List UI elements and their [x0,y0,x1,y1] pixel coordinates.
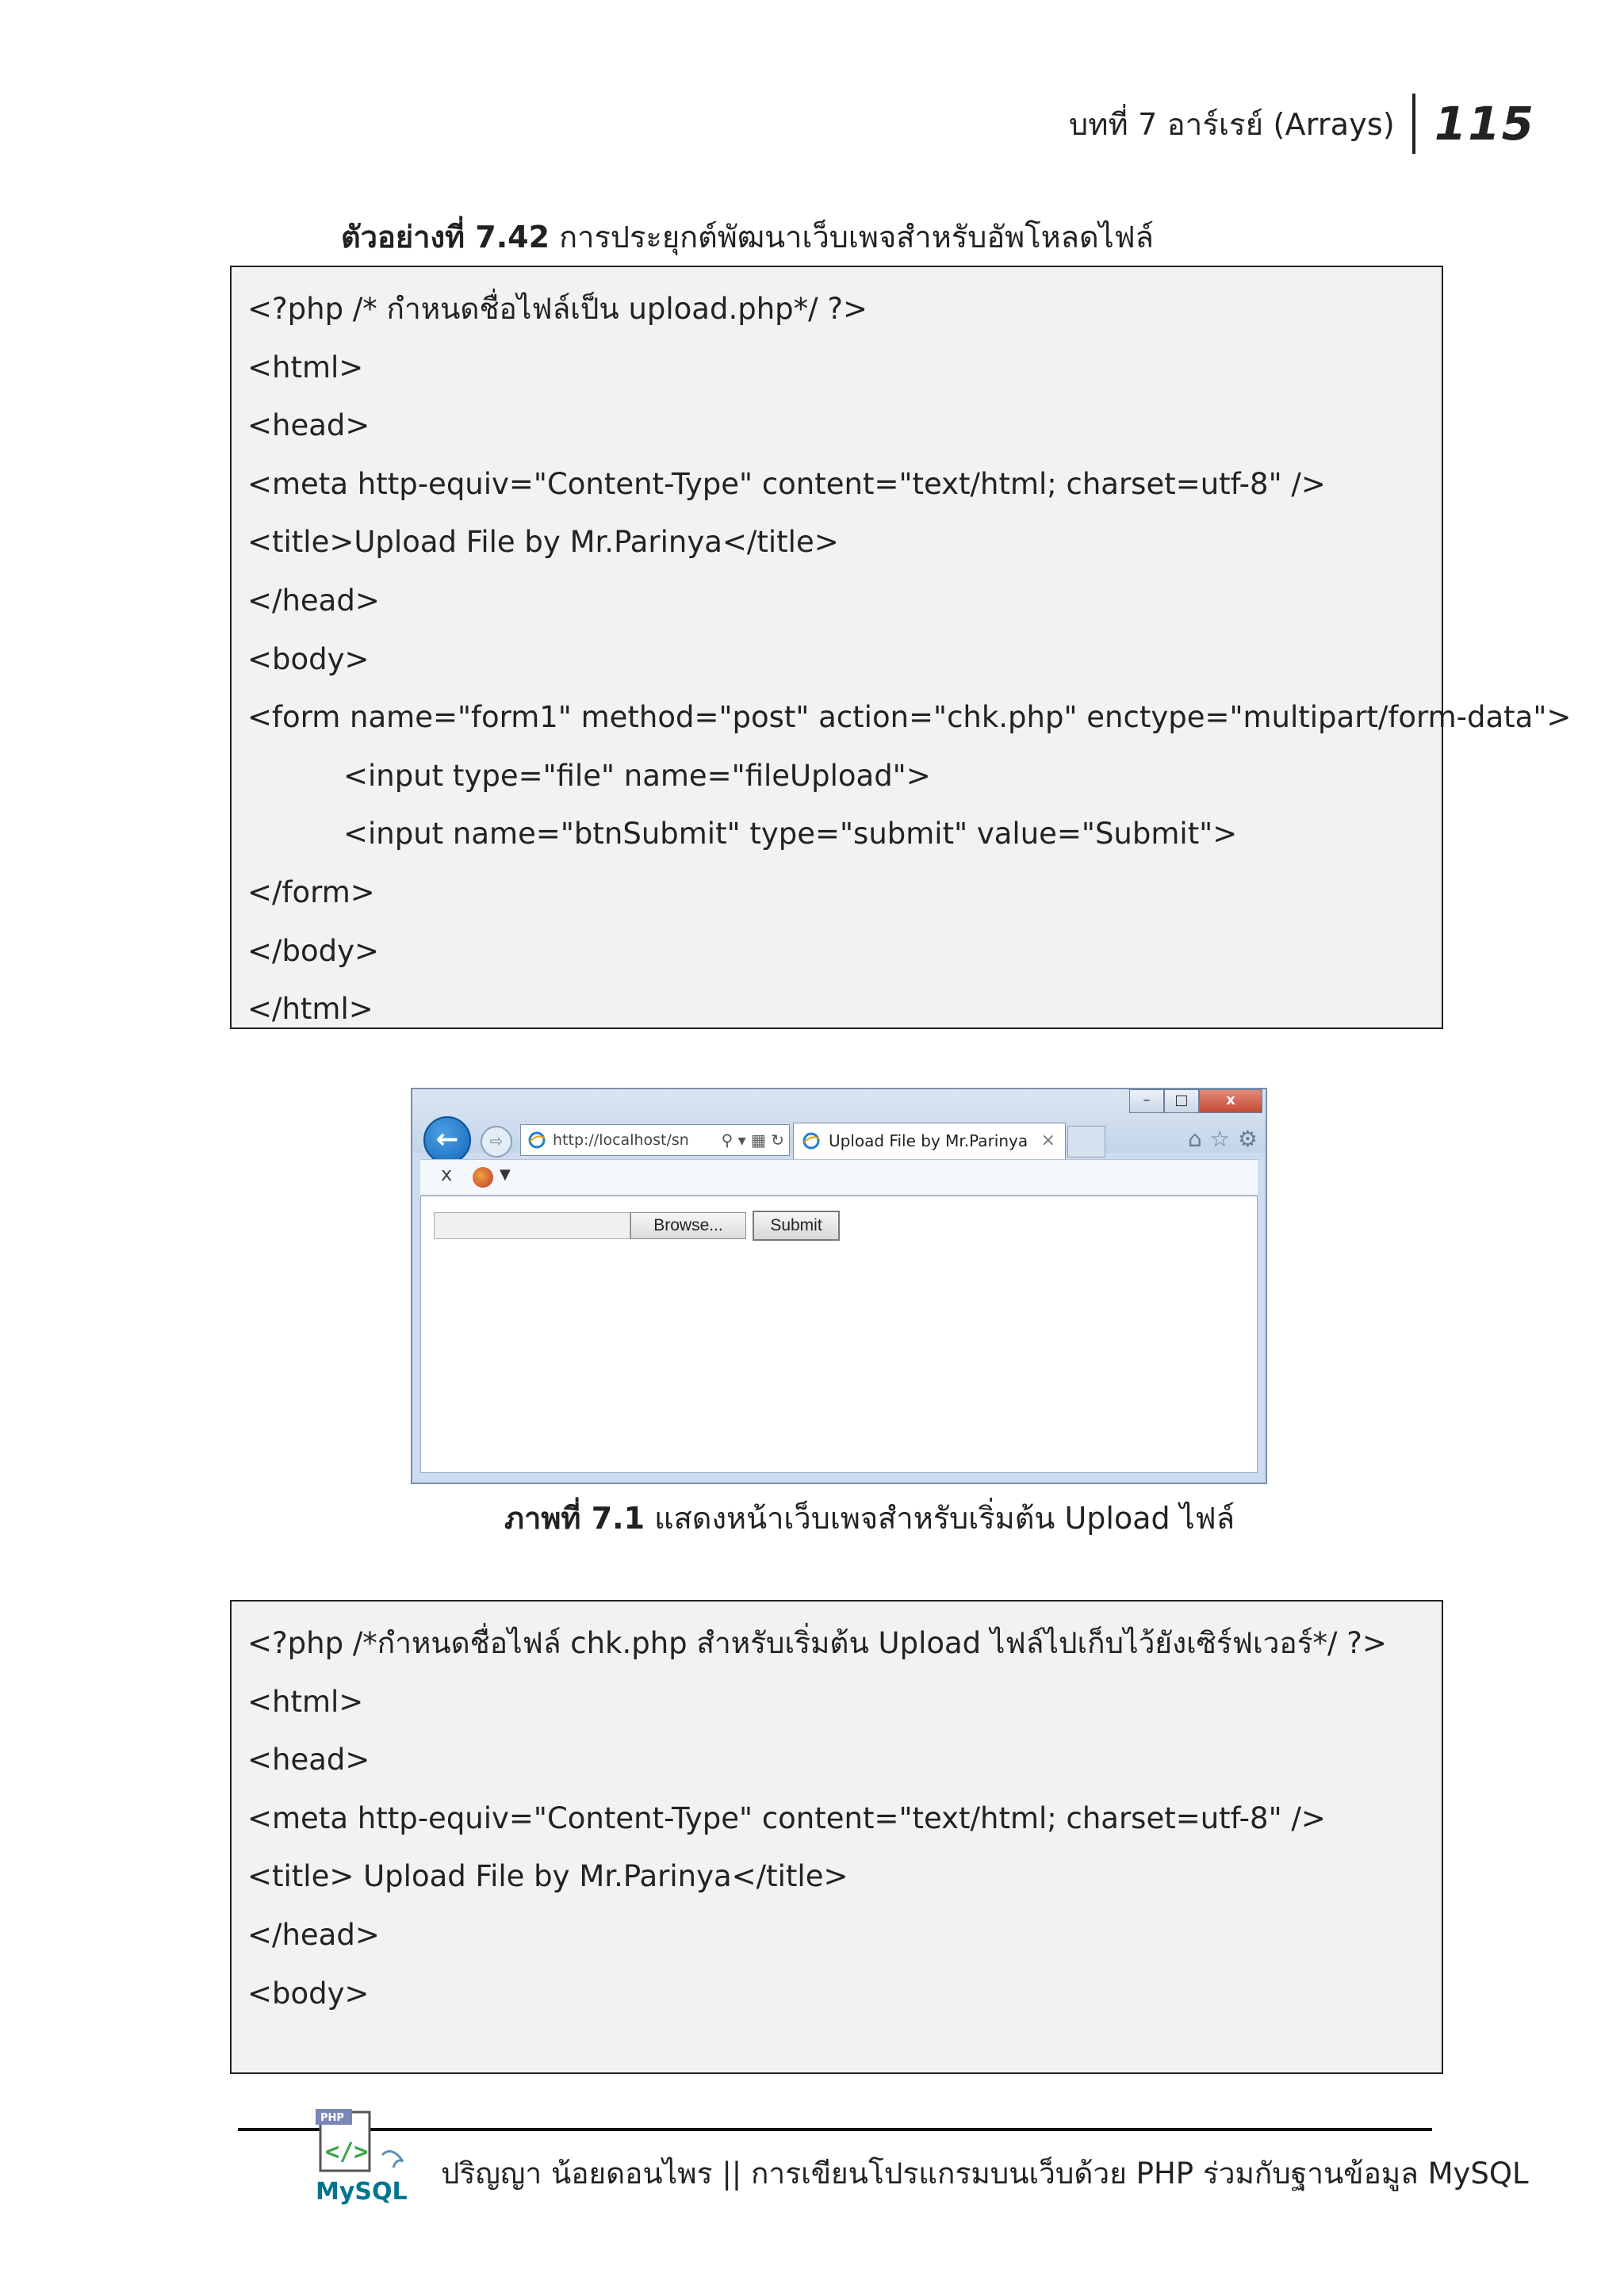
maximize-button[interactable]: □ [1164,1089,1199,1113]
code-line: </head> [247,583,380,618]
browser-window [411,1088,1267,1484]
minimize-button[interactable]: – [1129,1089,1164,1113]
code-line: <input name="btnSubmit" type="submit" value="Submit"> [343,817,1238,851]
favorites-star-icon[interactable]: ☆ [1209,1126,1230,1152]
code-line: <?php /*กำหนดชื่อไฟล์ chk.php สำหรับเริ่มต้น Upload ไฟล์ไปเก็บไว้ยังเซิร์ฟเวอร์*/ ?> [247,1626,1387,1660]
code-line: <meta http-equiv="Content-Type" content="text/html; charset=utf-8" /> [247,1800,1326,1835]
browser-tab[interactable] [793,1123,1066,1159]
running-header [1069,94,1535,154]
favorites-add-icon[interactable] [473,1167,493,1188]
figure-text: แสดงหน้าเว็บเพจสำหรับเริ่มต้น Upload ไฟล์ [654,1501,1235,1536]
page-viewport [420,1196,1258,1473]
browser-tools [1188,1126,1258,1152]
code-line: <meta http-equiv="Content-Type" content="text/html; charset=utf-8" /> [247,466,1326,501]
php-mysql-logo-icon [314,2109,425,2212]
file-path-input[interactable] [434,1212,630,1239]
code-line: </html> [247,992,373,1027]
tab-title: Upload File by Mr.Parinya [829,1131,1028,1150]
home-icon[interactable]: ⌂ [1188,1126,1202,1152]
gear-icon[interactable]: ⚙ [1237,1126,1258,1152]
back-arrow-icon[interactable]: ← [423,1116,471,1164]
chevron-down-icon[interactable]: ▼ [500,1166,511,1183]
command-bar [420,1159,1258,1196]
logo-badge-text: PHP [320,2112,344,2124]
address-bar[interactable] [520,1124,790,1156]
footer-text: ปริญญา น้อยดอนไพร || การเขียนโปรแกรมบนเว็บด้วย PHP ร่วมกับฐานข้อมูล MySQL [441,2156,1529,2191]
example-caption [341,212,1154,261]
code-line: </body> [247,933,379,968]
code-line: <head> [247,1743,370,1777]
close-icon[interactable]: x [441,1163,453,1185]
submit-button[interactable]: Submit [753,1211,840,1241]
code-line: <form name="form1" method="post" action="chk.php" enctype="multipart/form-data"> [247,700,1572,735]
forward-arrow-icon[interactable]: ⇨ [481,1126,512,1158]
new-tab-button[interactable] [1067,1126,1105,1158]
code-line: <input type="file" name="fileUpload"> [343,758,931,793]
code-block-upload [230,266,1572,1029]
chapter-title: บทที่ 7 อาร์เรย์ (Arrays) [1069,106,1395,142]
close-window-button[interactable]: x [1199,1089,1262,1113]
ie-icon [802,1131,821,1150]
header-divider [1412,94,1415,154]
figure-caption [504,1494,1235,1542]
code-line: <?php /* กำหนดชื่อไฟล์เป็น upload.php*/ ?> [247,292,868,326]
code-line: <body> [247,1976,370,2011]
code-line: <html> [247,350,364,385]
svg-text:</>: </> [325,2138,369,2166]
browse-button[interactable]: Browse... [630,1212,746,1239]
example-title: การประยุกต์พัฒนาเว็บเพจสำหรับอัพโหลดไฟล์ [559,220,1154,254]
address-text: http://localhost/sn [553,1131,689,1149]
figure-label: ภาพที่ 7.1 [504,1501,645,1536]
code-line: </form> [247,874,375,909]
tab-close-icon[interactable]: × [1040,1131,1055,1150]
code-line: <title> Upload File by Mr.Parinya</title> [247,1859,848,1894]
code-line: <html> [247,1684,364,1719]
code-line: </head> [247,1917,380,1952]
page-number: 115 [1434,97,1535,151]
window-controls [1129,1089,1262,1113]
example-label: ตัวอย่างที่ 7.42 [341,220,550,254]
code-line: <title>Upload File by Mr.Parinya</title> [247,525,839,560]
address-tools-icon[interactable]: ⚲ ▾ ▦ ↻ [721,1131,784,1150]
logo-text: MySQL [316,2178,408,2206]
code-block-chk [230,1600,1443,2074]
code-line: <head> [247,408,370,443]
ie-icon [527,1131,546,1150]
code-line: <body> [247,641,370,676]
